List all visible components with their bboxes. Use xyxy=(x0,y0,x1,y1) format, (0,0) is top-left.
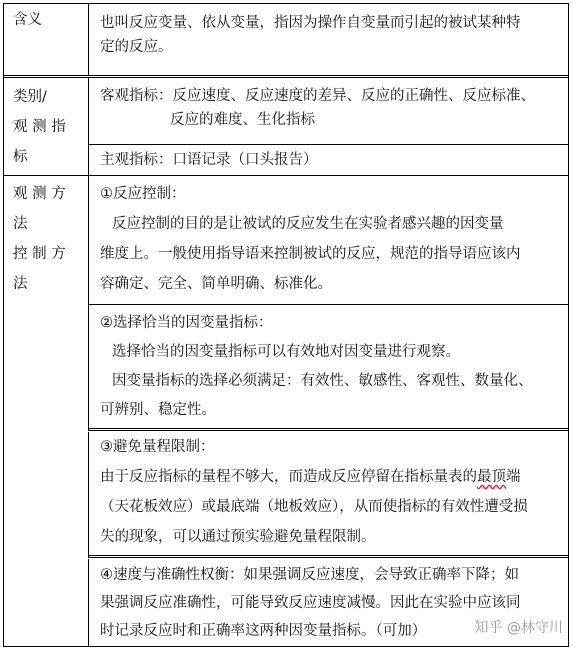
label-line: 标 xyxy=(13,149,28,165)
subjective-indicators xyxy=(88,145,570,175)
row-divider xyxy=(88,428,568,431)
method-title: ③避免量程限制： xyxy=(100,439,215,455)
info-table xyxy=(3,3,569,647)
text-line: 因变量指标的选择必须满足：有效性、敏感性、客观性、数量化、 xyxy=(112,373,533,389)
label-line: 观 测 方 xyxy=(13,186,66,202)
text-line: 客观指标：反应速度、反应速度的差异、反应的正确性、反应标准、 xyxy=(100,88,535,104)
label-line: 法 xyxy=(13,216,28,232)
text-line xyxy=(100,465,562,489)
label-line: 类别/ xyxy=(13,89,47,105)
watermark: 知乎 @林守川 xyxy=(474,620,563,636)
text-line: 定的反应。 xyxy=(100,39,173,55)
text-line: 主观指标：口语记录（口头报告） xyxy=(100,152,318,168)
label-meaning xyxy=(4,4,88,76)
objective-indicators xyxy=(88,78,570,144)
label-line: 含义 xyxy=(13,12,42,28)
spellcheck-mark: 最顶 xyxy=(477,469,506,485)
text-line: 选择恰当的因变量指标可以有效地对因变量进行观察。 xyxy=(112,344,460,360)
label-method xyxy=(4,176,88,646)
text-line: （天花板效应）或最底端（地板效应），从而使指标的有效性遭受损 xyxy=(100,499,528,515)
method-range-limit xyxy=(88,432,570,557)
text-line: 时记录反应时和正确率这两种因变量指标。（可加） xyxy=(100,623,427,639)
text-line: 失的现象，可以通过预实验避免量程限制。 xyxy=(100,529,376,545)
text-segment: 端 xyxy=(506,469,521,485)
method-response-control xyxy=(88,176,570,304)
label-line: 观 测 指 xyxy=(13,119,66,135)
text-line: ④速度与准确性权衡：如果强调反应速度，会导致正确率下降；如 xyxy=(100,567,519,583)
text-line: 果强调反应准确性，可能导致反应速度减慢。因此在实验中应该同 xyxy=(100,595,521,611)
text-line: 反应控制的目的是让被试的反应发生在实验者感兴趣的因变量 xyxy=(112,216,504,232)
meaning-content xyxy=(88,4,570,76)
text-line: 反应的难度、生化指标 xyxy=(170,112,315,128)
text-line: 可辨别、稳定性。 xyxy=(100,402,216,418)
method-title: ①反应控制： xyxy=(100,186,186,202)
label-line: 法 xyxy=(13,276,28,292)
text-line: 容确定、完全、简单明确、标准化。 xyxy=(100,276,332,292)
text-line: 维度上。一般使用指导语来控制被试的反应，规范的指导语应该内 xyxy=(100,246,521,262)
label-line: 控 制 方 xyxy=(13,246,66,262)
text-segment: 由于反应指标的量程不够大，而造成反应停留在指标量表的 xyxy=(100,469,477,485)
method-choose-indicator xyxy=(88,305,570,430)
method-title: ②选择恰当的因变量指标： xyxy=(100,315,273,331)
label-category xyxy=(4,78,88,175)
text-line: 也叫反应变量、依从变量，指因为操作自变量而引起的被试某种特 xyxy=(100,15,521,31)
row-divider xyxy=(88,555,568,558)
